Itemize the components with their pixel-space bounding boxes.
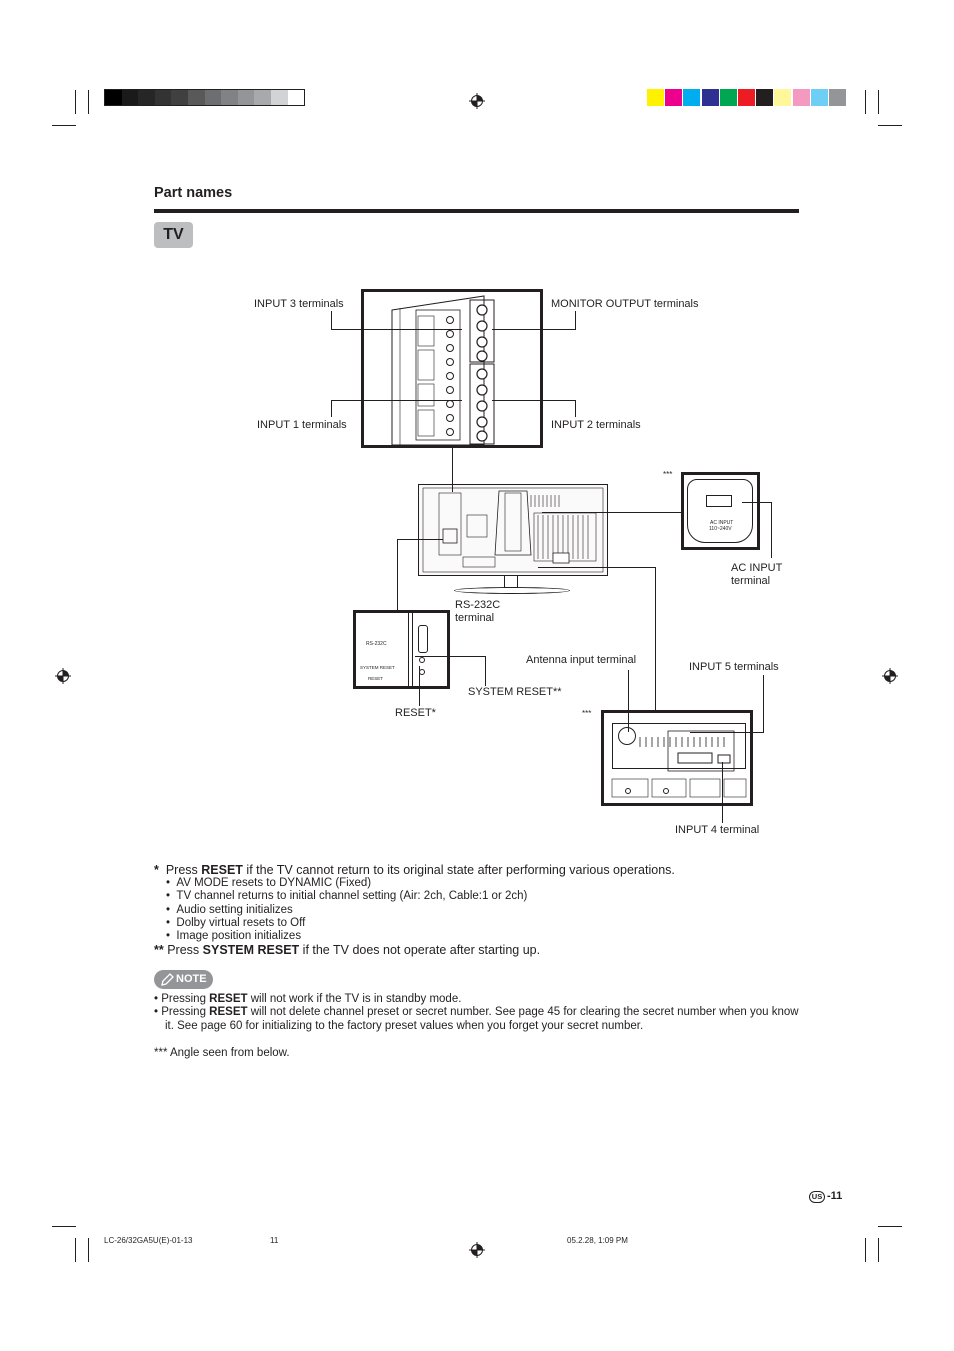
footer-code: LC-26/32GA5U(E)-01-13 bbox=[104, 1236, 193, 1245]
input5-label: INPUT 5 terminals bbox=[689, 661, 779, 673]
gray-swatch bbox=[271, 90, 288, 105]
tv-rear-panel bbox=[418, 484, 608, 576]
ac-input-frame bbox=[681, 472, 760, 550]
ac-input-panel-text: AC INPUT bbox=[710, 520, 734, 526]
region-badge-label: US bbox=[811, 1192, 823, 1201]
color-swatch bbox=[665, 89, 682, 106]
input3-label: INPUT 3 terminals bbox=[254, 298, 344, 310]
tv-stand-base bbox=[454, 587, 570, 594]
input4-label: INPUT 4 terminal bbox=[675, 824, 760, 836]
footnote-1-post: if the TV cannot return to its original state after performing various operations. bbox=[242, 863, 675, 877]
color-swatch bbox=[647, 89, 664, 106]
reset-effects-list bbox=[166, 877, 527, 943]
pencil-icon bbox=[160, 972, 174, 987]
gray-swatch bbox=[254, 90, 271, 105]
footnote-2-bold: SYSTEM RESET bbox=[202, 943, 300, 957]
tv-badge: TV bbox=[154, 222, 193, 248]
ac-input-label: AC INPUT bbox=[731, 562, 783, 574]
input2-label: INPUT 2 terminals bbox=[551, 419, 641, 431]
list-item: • Dolby virtual resets to Off bbox=[166, 916, 306, 929]
rs232c-label-2: terminal bbox=[455, 612, 495, 624]
system-reset-label: SYSTEM RESET** bbox=[468, 686, 562, 698]
bottom-terminals-frame bbox=[601, 710, 753, 806]
ac-input-label-2: terminal bbox=[731, 575, 771, 587]
gray-swatch bbox=[288, 90, 305, 105]
list-item: • Audio setting initializes bbox=[166, 903, 293, 916]
list-item: • Pressing RESET will not work if the TV is in standby mode. bbox=[154, 993, 462, 1005]
gray-swatch bbox=[105, 90, 122, 105]
crosshair-icon bbox=[55, 668, 71, 684]
crosshair-icon bbox=[469, 93, 485, 109]
page-number: -11 bbox=[827, 1190, 843, 1202]
footnote-2-pre: Press bbox=[163, 943, 203, 957]
color-swatch bbox=[738, 89, 755, 106]
footnote-2-mark: ** bbox=[154, 943, 164, 957]
color-swatch bbox=[756, 89, 773, 106]
rs232c-frame bbox=[353, 610, 450, 689]
crosshair-icon bbox=[469, 1242, 485, 1258]
footnote-1-mark: * bbox=[154, 863, 159, 877]
gray-swatch bbox=[238, 90, 255, 105]
list-item: • Image position initializes bbox=[166, 930, 302, 943]
gray-swatch bbox=[188, 90, 205, 105]
footer-date: 05.2.28, 1:09 PM bbox=[567, 1236, 628, 1245]
color-swatch bbox=[793, 89, 810, 106]
input1-label: INPUT 1 terminals bbox=[257, 419, 347, 431]
ac-voltage-text: 110~240V bbox=[709, 526, 732, 532]
system-reset-panel-text: SYSTEM RESET bbox=[360, 665, 395, 670]
section-title: Part names bbox=[154, 185, 233, 201]
rs232c-label: RS-232C bbox=[455, 599, 501, 611]
list-item: • TV channel returns to initial channel setting (Air: 2ch, Cable:1 or 2ch) bbox=[166, 890, 528, 903]
gray-swatch bbox=[171, 90, 188, 105]
note-badge bbox=[154, 970, 213, 989]
monitor-output-label: MONITOR OUTPUT terminals bbox=[551, 298, 699, 310]
color-swatch bbox=[829, 89, 846, 106]
angle-note: *** Angle seen from below. bbox=[154, 1047, 290, 1059]
footnote-1-bold: RESET bbox=[201, 863, 243, 877]
ac-stars-label: *** bbox=[663, 470, 673, 479]
color-calibration-bar bbox=[647, 89, 847, 106]
crosshair-icon bbox=[882, 668, 898, 684]
rs232c-panel-text: RS-232C bbox=[366, 641, 387, 647]
color-swatch bbox=[774, 89, 791, 106]
footer-page: 11 bbox=[270, 1236, 279, 1245]
gray-swatch bbox=[122, 90, 139, 105]
section-rule bbox=[154, 209, 799, 213]
footnote-1 bbox=[154, 863, 675, 878]
grayscale-calibration-bar bbox=[104, 89, 305, 106]
footnote-2-post: if the TV does not operate after starting up. bbox=[299, 943, 541, 957]
gray-swatch bbox=[205, 90, 222, 105]
region-badge bbox=[809, 1191, 825, 1203]
bottom-stars-label: *** bbox=[582, 709, 592, 718]
gray-swatch bbox=[221, 90, 238, 105]
note-badge-label: NOTE bbox=[176, 973, 207, 985]
color-swatch bbox=[702, 89, 719, 106]
reset-label: RESET* bbox=[395, 707, 436, 719]
list-item: • AV MODE resets to DYNAMIC (Fixed) bbox=[166, 877, 372, 889]
color-swatch bbox=[720, 89, 737, 106]
side-terminals-frame bbox=[361, 289, 543, 448]
color-swatch bbox=[683, 89, 700, 106]
gray-swatch bbox=[138, 90, 155, 105]
footnote-2 bbox=[154, 943, 540, 958]
color-swatch bbox=[811, 89, 828, 106]
list-item: • Pressing RESET will not delete channel preset or secret number. See page 45 for clearing the secret number when you know it. See page 60 for initializing to the factory preset values when you forget your secret number. bbox=[154, 1006, 799, 1032]
antenna-label: Antenna input terminal bbox=[526, 654, 637, 666]
notes-list bbox=[154, 993, 804, 1033]
footnote-1-pre: Press bbox=[165, 863, 202, 877]
reset-panel-text: RESET bbox=[368, 676, 384, 681]
gray-swatch bbox=[155, 90, 172, 105]
